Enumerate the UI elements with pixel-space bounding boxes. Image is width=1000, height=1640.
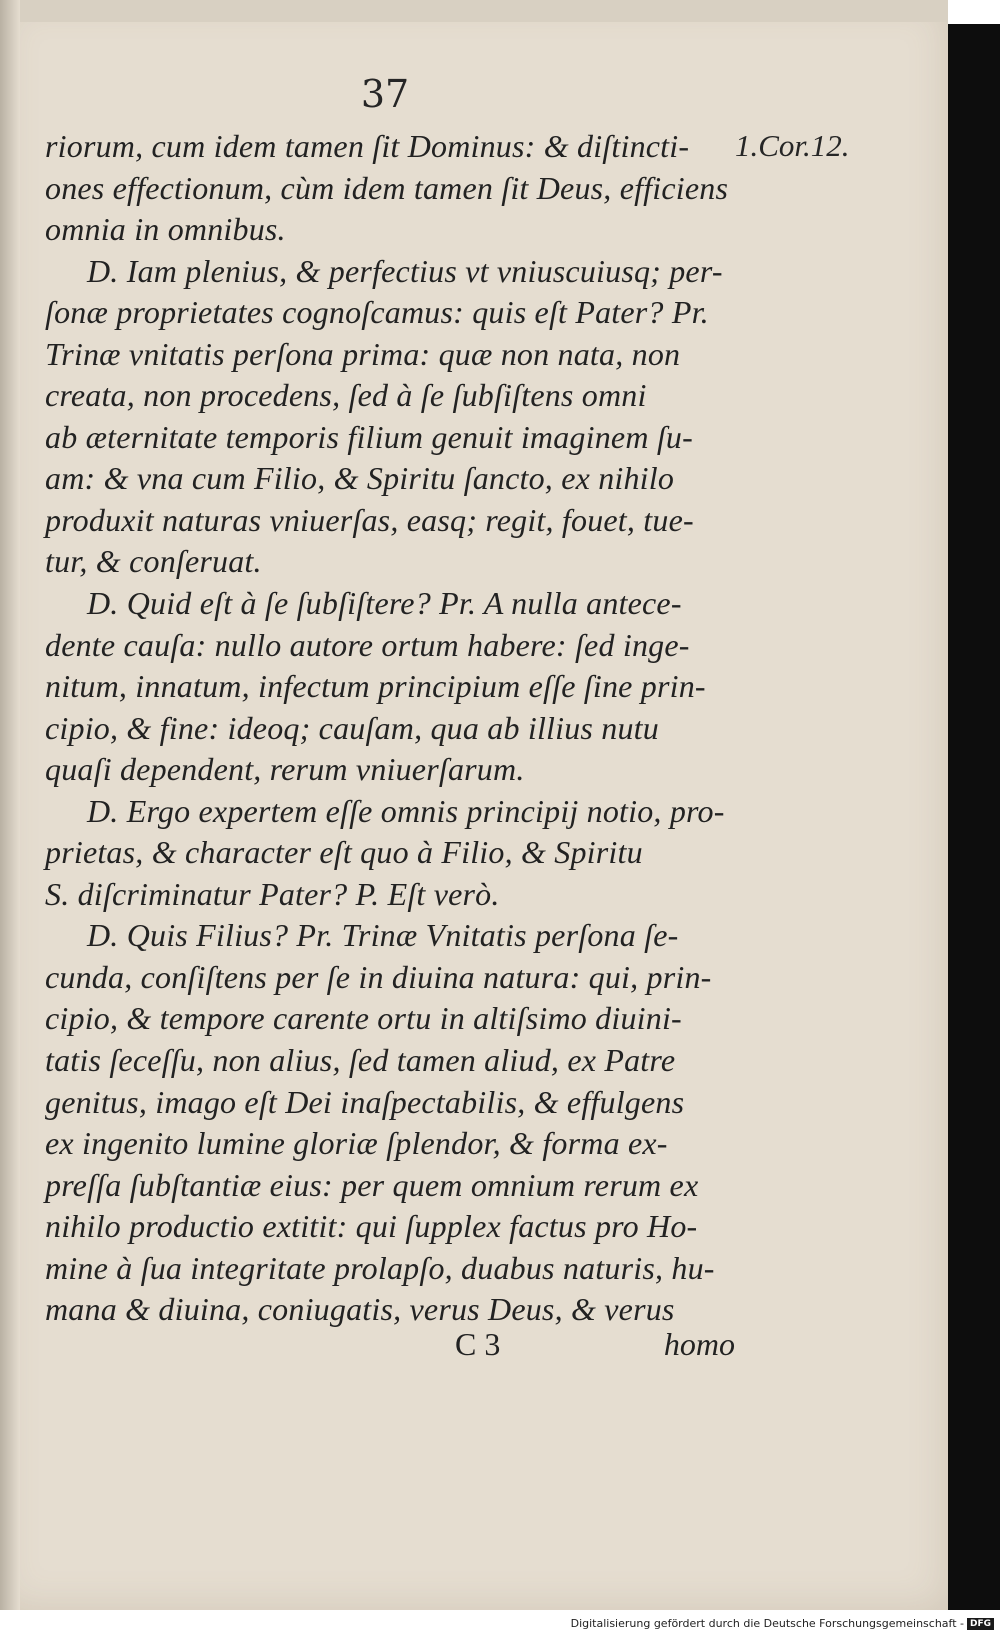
digitization-credit xyxy=(571,1617,994,1630)
text-line: ones effectionum, cùm idem tamen ſit Deus, efficiens xyxy=(45,169,729,206)
page-footer xyxy=(45,1326,735,1368)
catchword: homo xyxy=(663,1326,735,1362)
text-line: mine à ſua integritate prolapſo, duabus naturis, hu- xyxy=(45,1249,715,1286)
page-edge-shadow xyxy=(948,24,1000,1610)
text-line: preſſa ſubſtantiæ eius: per quem omnium rerum ex xyxy=(45,1166,699,1203)
text-line: D. Quid eſt à ſe ſubſiſtere? Pr. A nulla antece- xyxy=(87,585,682,622)
text-line: ex ingenito lumine gloriæ ſplendor, & forma ex- xyxy=(45,1125,668,1162)
credit-text: Digitalisierung gefördert durch die Deutsche Forschungsgemeinschaft - xyxy=(570,1617,964,1630)
text-line: D. Ergo expertem eſſe omnis principij notio, pro- xyxy=(87,792,725,829)
text-line: am: & vna cum Filio, & Spiritu ſancto, ex nihilo xyxy=(45,460,675,497)
text-line: dente cauſa: nullo autore ortum habere: ſed inge- xyxy=(45,626,690,663)
text-line: nihilo productio extitit: qui ſupplex factus pro Ho- xyxy=(45,1208,698,1245)
text-line: quaſi dependent, rerum vniuerſarum. xyxy=(45,751,525,788)
body-text xyxy=(45,126,735,1331)
text-line: creata, non procedens, ſed à ſe ſubſiſtens omni xyxy=(45,377,647,414)
text-line: prietas, & character eſt quo à Filio, & Spiritu xyxy=(45,834,643,871)
text-line: mana & diuina, coniugatis, verus Deus, & verus xyxy=(45,1291,675,1328)
text-line: ſonæ proprietates cognoſcamus: quis eſt Pater? Pr. xyxy=(45,294,709,331)
text-line: omnia in omnibus. xyxy=(45,211,286,248)
signature-mark: C 3 xyxy=(455,1326,501,1362)
text-line: cipio, & tempore carente ortu in altiſsimo diuini- xyxy=(45,1000,682,1037)
text-line: D. Iam plenius, & perfectius vt vniuscuiusq; per- xyxy=(87,252,723,289)
text-line: produxit naturas vniuerſas, easq; regit, fouet, tue- xyxy=(45,501,694,538)
text-line: S. diſcriminatur Pater? P. Eſt verò. xyxy=(45,875,500,912)
text-line: riorum, cum idem tamen ſit Dominus: & diſtincti- xyxy=(45,128,690,164)
text-line: ab æternitate temporis filium genuit imaginem ſu- xyxy=(45,418,693,455)
text-line: cipio, & fine: ideoq; cauſam, qua ab illius nutu xyxy=(45,709,659,746)
text-line: genitus, imago eſt Dei inaſpectabilis, & effulgens xyxy=(45,1083,685,1120)
gutter-shadow xyxy=(0,0,20,1610)
text-line: Trinæ vnitatis perſona prima: quæ non nata, non xyxy=(45,335,681,372)
marginal-reference: 1.Cor.12. xyxy=(735,128,850,163)
page-number: 37 xyxy=(360,72,410,116)
text-line: tur, & conſeruat. xyxy=(45,543,262,580)
page-top-edge xyxy=(0,0,948,22)
text-line: nitum, innatum, infectum principium eſſe ſine prin- xyxy=(45,668,706,705)
text-line: D. Quis Filius? Pr. Trinæ Vnitatis perſona ſe- xyxy=(87,917,679,954)
text-line: tatis ſeceſſu, non alius, ſed tamen aliud, ex Patre xyxy=(45,1042,676,1079)
text-line: cunda, conſiſtens per ſe in diuina natura: qui, prin- xyxy=(45,958,712,995)
dfg-logo: DFG xyxy=(967,1618,994,1630)
